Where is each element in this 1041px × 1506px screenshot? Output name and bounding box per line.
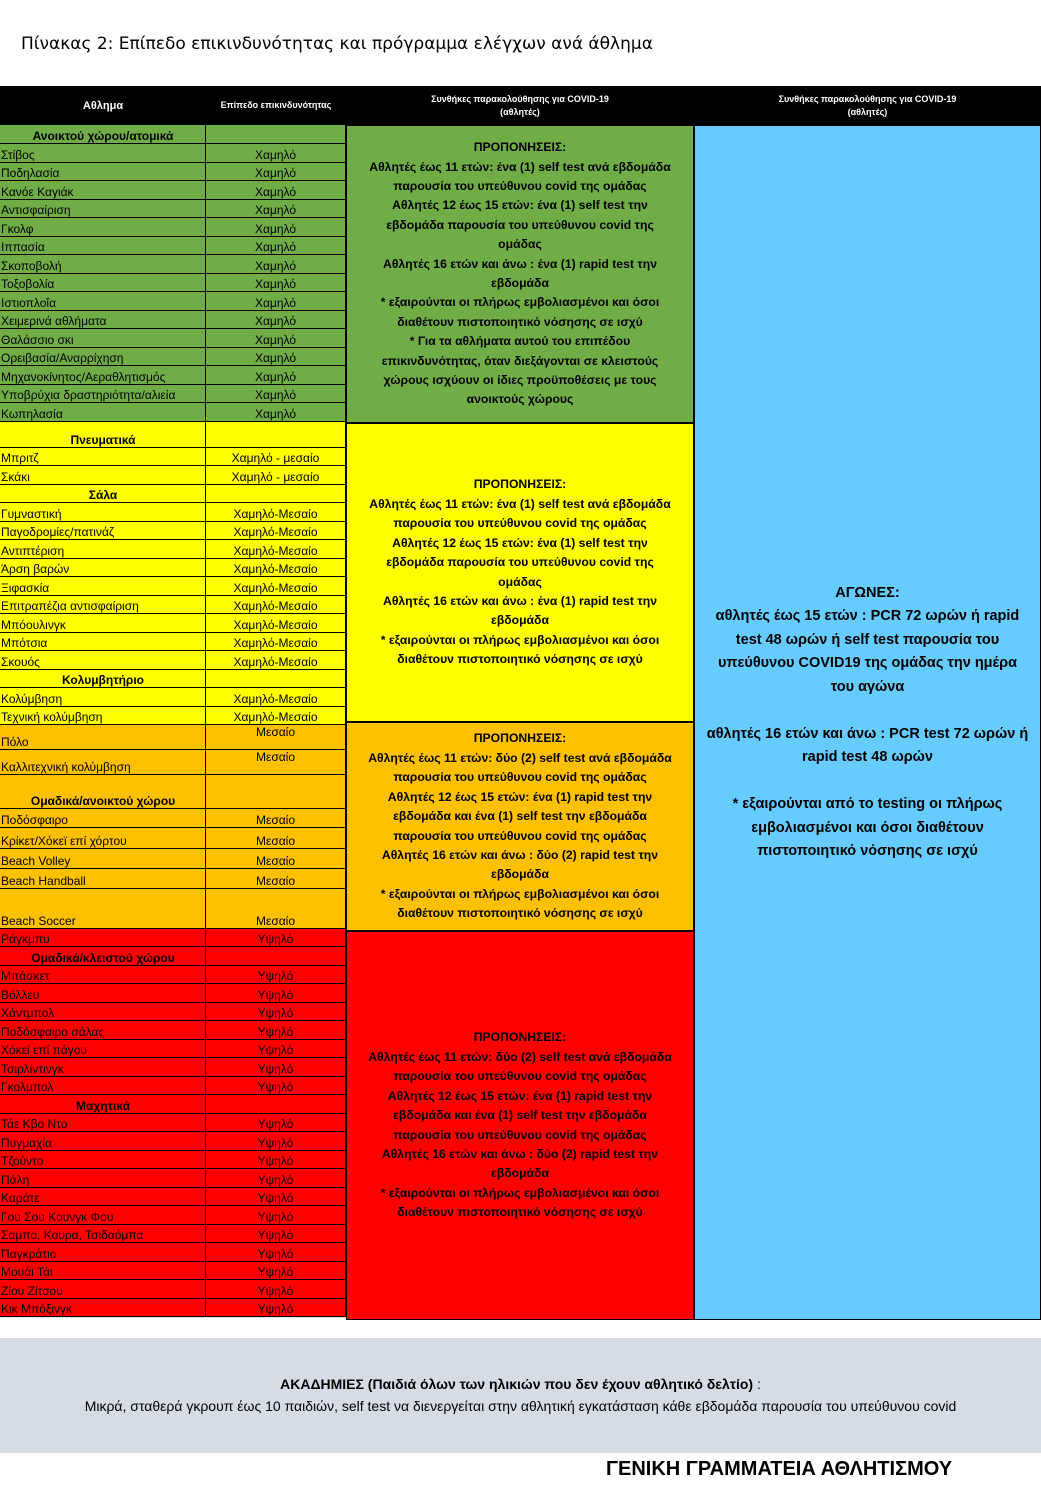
risk-level: Υψηλό [206,1299,346,1318]
sport-name: Beach Volley [0,849,206,869]
risk-level: Χαμηλό [206,274,346,293]
risk-level: Υψηλό [206,1206,346,1225]
sport-name: Αντιπτέριση [0,540,206,559]
sport-name: Σκουός [0,651,206,670]
sport-name: Πάλη [0,1169,206,1188]
risk-level [206,422,346,448]
risk-level: Μεσαίο [206,828,346,849]
sport-name: Παγκράτιο [0,1243,206,1262]
yellow-training-block: ΠΡΟΠΟΝΗΣΕΙΣ: Αθλητές έως 11 ετών: ένα (1) self test ανά εβδομάδα παρουσία του υπεύθυνου covid της ομάδας Αθλητές 12 έως 15 ετών: ένα (1) self test την εβδομάδα παρουσία του υπεύθυνου covid της ομάδας Αθλητές 16 ετών και άνω : ένα (1) rapid test την εβδομάδα * εξαιρούνται οι πλήρως εμβολιασμένοι και όσοι διαθέτουν πιστοποιητικό νόσησης σε ισχύ [346,423,694,722]
sport-name: Μπριτζ [0,448,206,467]
header-sport: Αθλημα [0,86,206,125]
sport-name: Ζίου Ζίτσου [0,1280,206,1299]
sport-name: Ξιφασκία [0,577,206,596]
sport-name: Σκάκι [0,466,206,485]
risk-level: Χαμηλό [206,348,346,367]
sport-name: Γου Σου Κουνγκ Φου [0,1206,206,1225]
risk-level: Υψηλό [206,1040,346,1059]
sport-name: Τεχνική κολύμβηση [0,707,206,726]
sport-name: Κολύμβηση [0,688,206,707]
risk-level: Υψηλό [206,1021,346,1040]
risk-level [206,125,346,144]
risk-level: Χαμηλό - μεσαίο [206,466,346,485]
risk-level: Χαμηλό-Μεσαίο [206,559,346,578]
risk-level: Χαμηλό - μεσαίο [206,448,346,467]
risk-level: Υψηλό [206,929,346,948]
sport-name: Χόκεϊ επί πάγου [0,1040,206,1059]
risk-level: Μεσαίο [206,809,346,828]
risk-table [0,86,1041,1338]
organization-name: ΓΕΝΙΚΗ ΓΡΑΜΜΑΤΕΙΑ ΑΘΛΗΤΙΣΜΟΥ [606,1458,953,1480]
risk-level: Υψηλό [206,1243,346,1262]
academy-text: Μικρά, σταθερά γκρουπ έως 10 παιδιών, self test να διενεργείται στην αθλητική εγκατάσταση κάθε εβδομάδα παρουσία του υπεύθυνου covid [84,1398,957,1414]
risk-level: Χαμηλό-Μεσαίο [206,688,346,707]
sport-name: Μπότσια [0,633,206,652]
sport-name: Αντισφαίριση [0,200,206,219]
risk-level: Μεσαίο [206,849,346,869]
sport-name: Κικ Μπόξινγκ [0,1299,206,1318]
sport-name: Σαμπο, Κουρα, Τσιδαόμπα [0,1225,206,1244]
category-label: Μαχητικά [0,1095,206,1114]
risk-level: Χαμηλό-Μεσαίο [206,651,346,670]
sport-name: Μουάι Τάι [0,1262,206,1281]
risk-level: Υψηλό [206,1262,346,1281]
red-training-block: ΠΡΟΠΟΝΗΣΕΙΣ: Αθλητές έως 11 ετών: δύο (2) self test ανά εβδομάδα παρουσία του υπεύθυνου covid της ομάδας Αθλητές 12 έως 15 ετών: ένα (1) rapid test την εβδομάδα και ένα (1) self test την εβδομάδα παρουσία του υπεύθυνου covid της ομάδας Αθλητές 16 ετών και άνω : δύο (2) rapid test την εβδομάδα * εξαιρούνται οι πλήρως εμβολιασμένοι και όσοι διαθέτουν πιστοποιητικό νόσησης σε ισχύ [346,931,694,1320]
sport-name: Μηχανοκίνητος/Αεραθλητισμός [0,366,206,385]
risk-level: Χαμηλό [206,163,346,182]
sport-name: Καράτε [0,1188,206,1207]
sport-name: Beach Handball [0,869,206,889]
risk-level: Χαμηλό-Μεσαίο [206,707,346,726]
risk-level: Μεσαίο [206,869,346,889]
sport-name: Κανόε Καγιάκ [0,181,206,200]
sport-name: Τάε Κβο Ντο [0,1114,206,1133]
sport-name: Πόλο [0,725,206,750]
sport-name: Τσιρλίντινγκ [0,1058,206,1077]
sport-name: Γυμναστική [0,503,206,522]
sport-name: Επιτραπέζια αντισφαίριση [0,596,206,615]
sport-name: Βόλλευ [0,984,206,1003]
risk-level: Χαμηλό [206,311,346,330]
risk-level: Χαμηλό [206,329,346,348]
category-label: Σάλα [0,485,206,504]
risk-level: Χαμηλό [206,403,346,422]
header-conditions: Συνθήκες παρακολούθησης για COVID-19 (αθλητές) [346,86,694,125]
risk-level: Χαμηλό-Μεσαίο [206,596,346,615]
risk-level: Χαμηλό [206,218,346,237]
risk-level: Μεσαίο [206,725,346,750]
risk-level: Υψηλό [206,1132,346,1151]
sport-name: Ποδηλασία [0,163,206,182]
risk-level: Χαμηλό-Μεσαίο [206,633,346,652]
risk-level: Υψηλό [206,1188,346,1207]
sport-name: Άρση βαρών [0,559,206,578]
sport-name: Ορειβασία/Αναρρίχηση [0,348,206,367]
risk-level: Υψηλό [206,1280,346,1299]
risk-level [206,485,346,504]
sport-name: Μπόουλινγκ [0,614,206,633]
risk-level: Χαμηλό [206,385,346,404]
sport-name: Χάντμπολ [0,1003,206,1022]
green-training-block: ΠΡΟΠΟΝΗΣΕΙΣ: Αθλητές έως 11 ετών: ένα (1) self test ανά εβδομάδα παρουσία του υπεύθυνου covid της ομάδας Αθλητές 12 έως 15 ετών: ένα (1) self test την εβδομάδα παρουσία του υπεύθυνου covid της ομάδας Αθλητές 16 ετών και άνω : ένα (1) rapid test την εβδομάδα * εξαιρούνται οι πλήρως εμβολιασμένοι και όσοι διαθέτουν πιστοποιητικό νόσησης σε ισχύ * Για τα αθλήματα αυτού του επιπέδου επικινδυνότητας, όταν διεξάγονται σε κλειστούς χώρους ισχύουν οι ίδιες προϋποθέσεις με τους ανοικτούς χώρους [346,125,694,423]
risk-level: Χαμηλό [206,200,346,219]
sport-name: Ιππασία [0,237,206,256]
competition-block: ΑΓΩΝΕΣ: αθλητές έως 15 ετών : PCR 72 ωρών ή rapid test 48 ωρών ή self test παρουσία του υπεύθυνου COVID19 της ομάδας την ημέρα του αγώνα αθλητές 16 ετών και άνω : PCR test 72 ωρών ή rapid test 48 ωρών * εξαιρούνται από το testing οι πλήρως εμβολιασμένοι και όσοι διαθέτουν πιστοποιητικό νόσησης σε ισχύ [694,125,1041,1320]
risk-level: Χαμηλό-Μεσαίο [206,503,346,522]
sport-name: Χειμερινά αθλήματα [0,311,206,330]
sport-name: Κρίκετ/Χόκεϊ επί χόρτου [0,828,206,849]
category-label: Ομαδικά/ανοικτού χώρου [0,775,206,809]
risk-level: Χαμηλό [206,292,346,311]
risk-level: Υψηλό [206,984,346,1003]
risk-level: Υψηλό [206,1169,346,1188]
sport-name: Ιστιοπλοΐα [0,292,206,311]
sport-name: Παγοδρομίες/πατινάζ [0,522,206,541]
category-label: Κολυμβητήριο [0,670,206,689]
sport-name: Ράγκμπυ [0,929,206,948]
risk-level: Χαμηλό [206,181,346,200]
risk-level [206,670,346,689]
sport-name: Καλλιτεχνική κολύμβηση [0,750,206,775]
category-label: Ομαδικά/κλειστού χώρου [0,947,206,966]
risk-level: Χαμηλό-Μεσαίο [206,540,346,559]
academy-title: ΑΚΑΔΗΜΙΕΣ (Παιδιά όλων των ηλικιών που δεν έχουν αθλητικό δελτίο) : [280,1376,761,1392]
risk-level: Υψηλό [206,966,346,985]
sport-name: Ποδόσφαιρο [0,809,206,828]
risk-level: Μεσαίο [206,889,346,929]
risk-level: Χαμηλό-Μεσαίο [206,522,346,541]
sport-name: Υποβρύχια δραστηριότητα/αλιεία [0,385,206,404]
sport-name: Γκολφ [0,218,206,237]
sport-name: Τοξοβολία [0,274,206,293]
sport-name: Τζούντο [0,1151,206,1170]
risk-level: Υψηλό [206,1077,346,1096]
academy-band [0,1338,1041,1453]
risk-level: Χαμηλό [206,366,346,385]
sport-name: Κωπηλασία [0,403,206,422]
sport-name: Beach Soccer [0,889,206,929]
risk-level [206,1095,346,1114]
header-level: Επίπεδο επικινδυνότητας [206,86,346,125]
risk-level: Χαμηλό-Μεσαίο [206,577,346,596]
risk-level: Υψηλό [206,1003,346,1022]
risk-level: Μεσαίο [206,750,346,775]
risk-level: Υψηλό [206,1058,346,1077]
category-label: Πνευματικά [0,422,206,448]
risk-level: Χαμηλό-Μεσαίο [206,614,346,633]
risk-level: Υψηλό [206,1151,346,1170]
category-label: Ανοικτού χώρου/ατομικά [0,125,206,144]
risk-level: Χαμηλό [206,237,346,256]
orange-training-block: ΠΡΟΠΟΝΗΣΕΙΣ: Αθλητές έως 11 ετών: δύο (2) self test ανά εβδομάδα παρουσία του υπεύθυνου covid της ομάδας Αθλητές 12 έως 15 ετών: ένα (1) rapid test την εβδομάδα και ένα (1) self test την εβδομάδα παρουσία του υπεύθυνου covid της ομάδας Αθλητές 16 ετών και άνω : δύο (2) rapid test την εβδομάδα * εξαιρούνται οι πλήρως εμβολιασμένοι και όσοι διαθέτουν πιστοποιητικό νόσησης σε ισχύ [346,722,694,931]
risk-level: Υψηλό [206,1225,346,1244]
sport-name: Σκοποβολή [0,255,206,274]
sport-name: Θαλάσσιο σκι [0,329,206,348]
page-title: Πίνακας 2: Επίπεδο επικινδυνότητας και πρόγραμμα ελέγχων ανά άθλημα [21,34,653,54]
risk-level [206,775,346,809]
risk-level: Υψηλό [206,1114,346,1133]
header-conditions-2: Συνθήκες παρακολούθησης για COVID-19 (αθλητές) [694,86,1041,125]
sport-name: Στίβος [0,144,206,163]
sport-name: Μπάσκετ [0,966,206,985]
sport-name: Πυγμαχία [0,1132,206,1151]
risk-level: Χαμηλό [206,255,346,274]
risk-level: Χαμηλό [206,144,346,163]
risk-level [206,947,346,966]
sport-name: Γκολμπολ [0,1077,206,1096]
sport-name: Ποδόσφαιρο σάλας [0,1021,206,1040]
